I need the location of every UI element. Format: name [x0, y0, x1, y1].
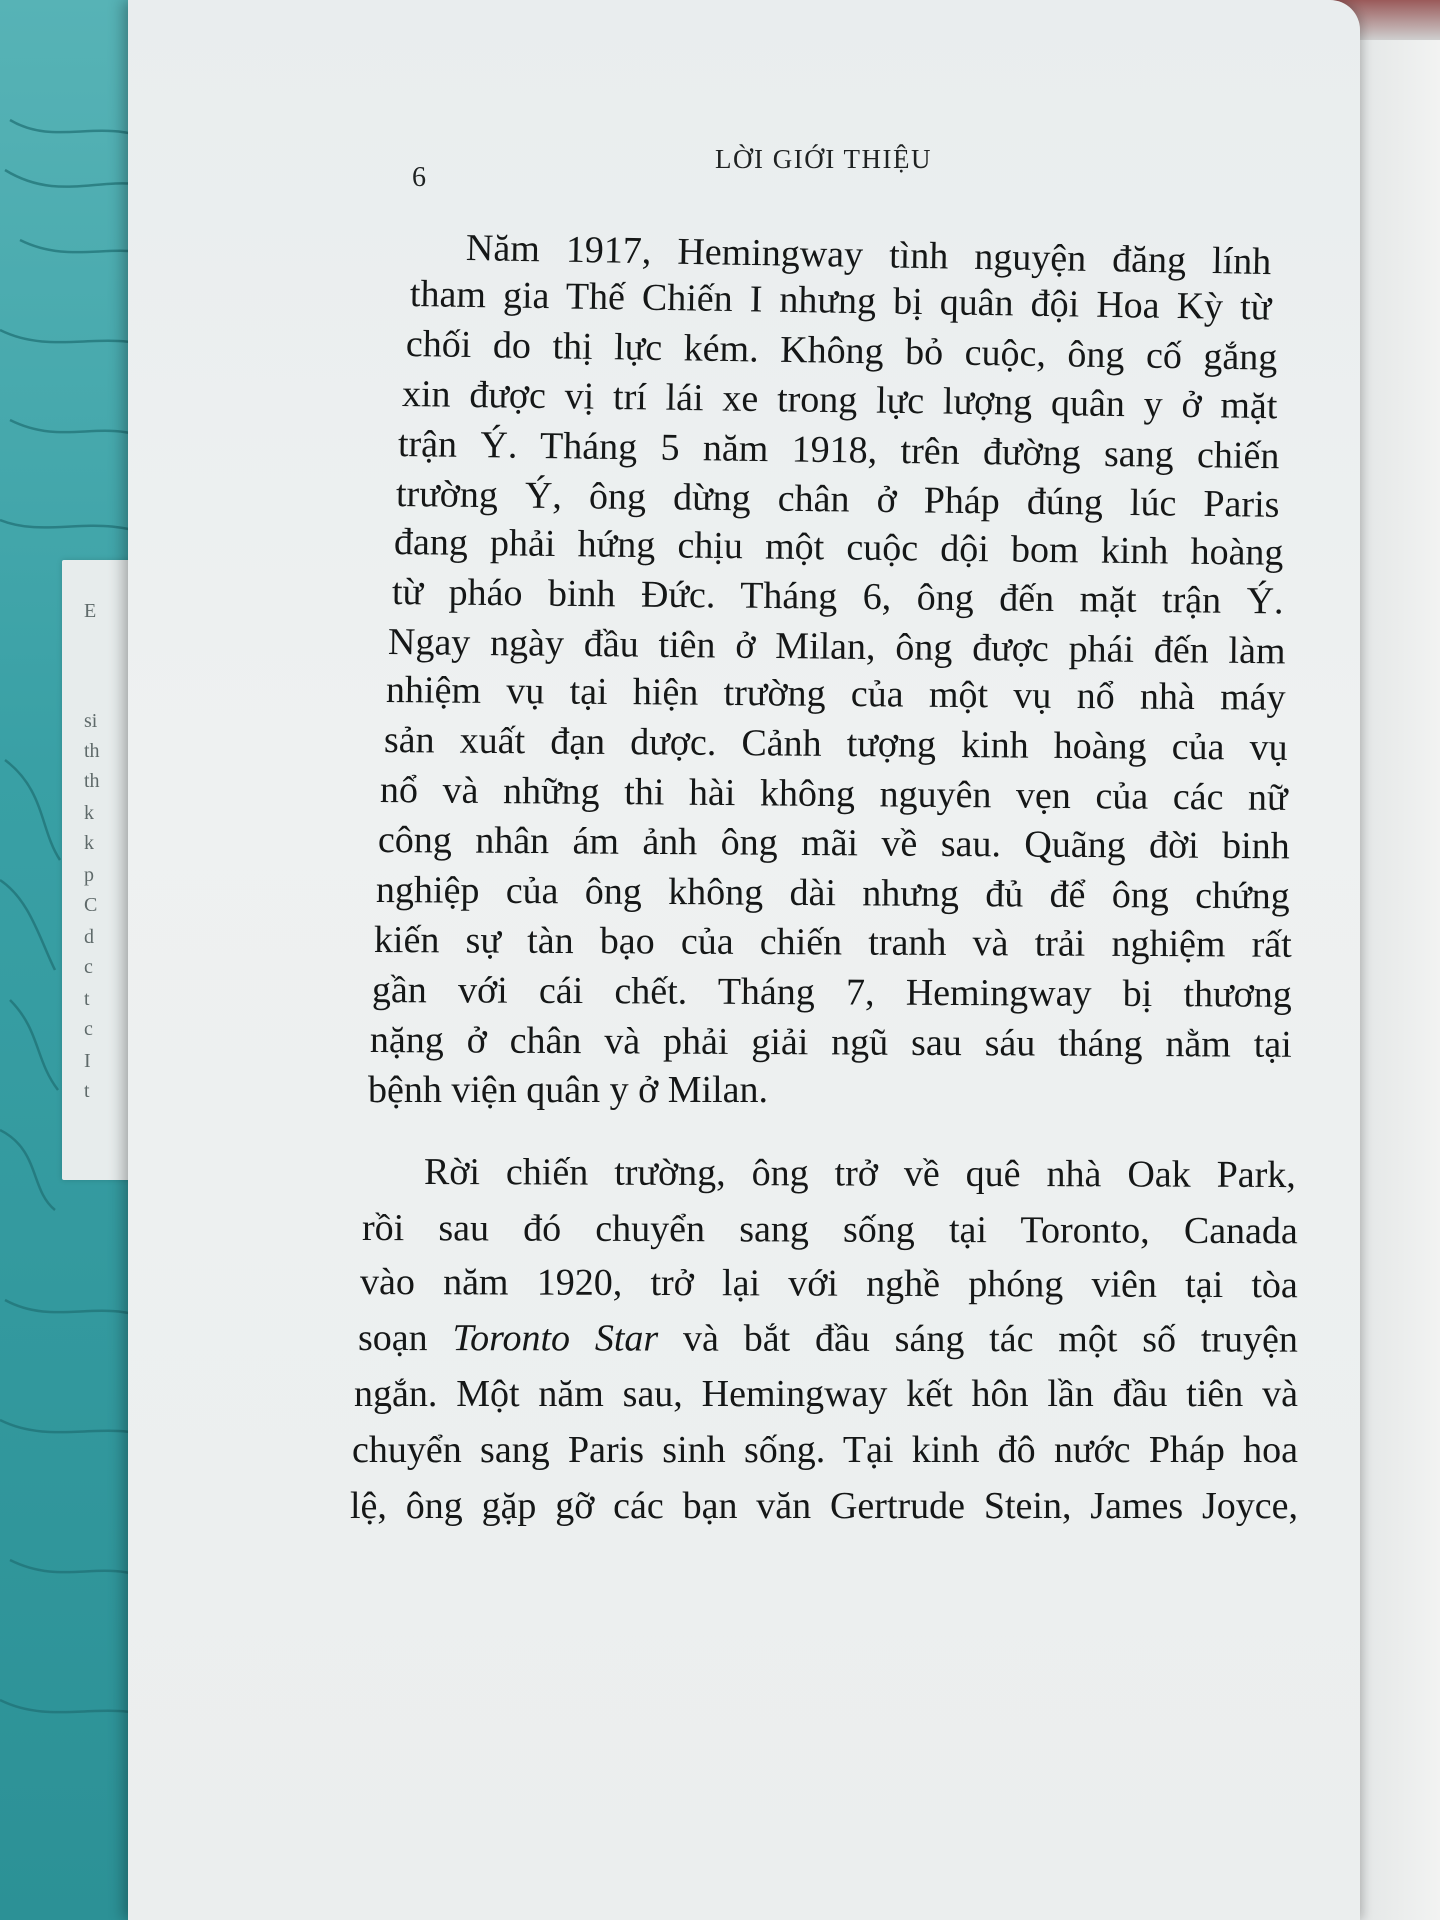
paragraph1-line: nặng ở chân và phải giải ngũ sau sáu tháng nằm tại [369, 1019, 1292, 1066]
paragraph2-line: vào năm 1920, trở lại với nghề phóng viên tại tòa [359, 1261, 1298, 1307]
paragraph1-line: trận Ý. Tháng 5 năm 1918, trên đường sang chiến [397, 423, 1280, 478]
under-page-letter: th [84, 740, 100, 762]
paragraph1-line: Ngay ngày đầu tiên ở Milan, ông được phái đến làm [387, 621, 1286, 673]
under-page-letter: I [84, 1050, 91, 1072]
paragraph1-line: từ pháo binh Đức. Tháng 6, ông đến mặt trận Ý. [391, 571, 1284, 623]
paragraph2-line: ngắn. Một năm sau, Hemingway kết hôn lần đầu tiên và [354, 1373, 1298, 1415]
under-page-letter: p [84, 864, 94, 886]
paragraph2-line [358, 1316, 1298, 1362]
under-page-letter: c [84, 956, 93, 978]
paragraph2-line: chuyển sang Paris sinh sống. Tại kinh đô nước Pháp hoa [352, 1429, 1298, 1471]
under-page-letter: d [84, 926, 94, 948]
paragraph1-line: nổ và những thi hài không nguyên vẹn của các nữ [379, 769, 1288, 819]
under-page-letter: si [84, 710, 98, 732]
under-page-letter: C [84, 894, 98, 916]
under-page-letter: c [84, 1018, 93, 1040]
paragraph2-line: lệ, ông gặp gỡ các bạn văn Gertrude Stein, James Joyce, [350, 1485, 1298, 1527]
paragraph1-line: sản xuất đạn dược. Cảnh tượng kinh hoàng của vụ [383, 719, 1288, 769]
under-page-letter: k [84, 802, 94, 824]
under-page-letter: t [84, 1080, 90, 1102]
under-page-letter: E [84, 600, 97, 622]
paragraph1-line: tham gia Thế Chiến I nhưng bị quân đội Hoa Kỳ từ [409, 273, 1272, 329]
paragraph2-line: rồi sau đó chuyển sang sống tại Toronto, Canada [361, 1207, 1298, 1253]
paragraph1-line: kiến sự tàn bạo của chiến tranh và trải nghiệm rất [373, 919, 1292, 966]
paragraph1-line: bệnh viện quân y ở Milan. [368, 1069, 769, 1111]
paragraph1-line: Năm 1917, Hemingway tình nguyện đăng lính [465, 227, 1272, 284]
paragraph1-line: xin được vị trí lái xe trong lực lượng quân y ở mặt [401, 373, 1278, 428]
paragraph1-line: nghiệp của ông không dài nhưng đủ để ông chứng [375, 869, 1290, 918]
newspaper-title: Toronto Star [452, 1317, 659, 1360]
paragraph2-text: và bắt đầu sáng tác một số truyện [658, 1317, 1298, 1361]
under-page-letter: t [84, 988, 90, 1010]
paragraph1-line: đang phải hứng chịu một cuộc dội bom kinh hoàng [393, 521, 1284, 574]
paragraph1-line: chối do thị lực kém. Không bỏ cuộc, ông cố gắng [405, 323, 1278, 379]
paragraph2-line: Rời chiến trường, ông trở về quê nhà Oak Park, [423, 1151, 1296, 1197]
paragraph2-text: soạn [357, 1317, 453, 1360]
paragraph1-line: gần với cái chết. Tháng 7, Hemingway bị thương [371, 969, 1292, 1016]
page-number: 6 [412, 162, 426, 193]
paragraph1-line: trường Ý, ông dừng chân ở Pháp đúng lúc Paris [395, 473, 1280, 526]
paragraph1-line: công nhân ám ảnh ông mãi về sau. Quãng đời binh [377, 819, 1290, 868]
under-page-letter: th [84, 770, 100, 792]
running-head: LỜI GIỚI THIỆU [715, 144, 932, 174]
paragraph1-line: nhiệm vụ tại hiện trường của một vụ nổ nhà máy [385, 669, 1286, 719]
under-page-letter: k [84, 832, 94, 854]
